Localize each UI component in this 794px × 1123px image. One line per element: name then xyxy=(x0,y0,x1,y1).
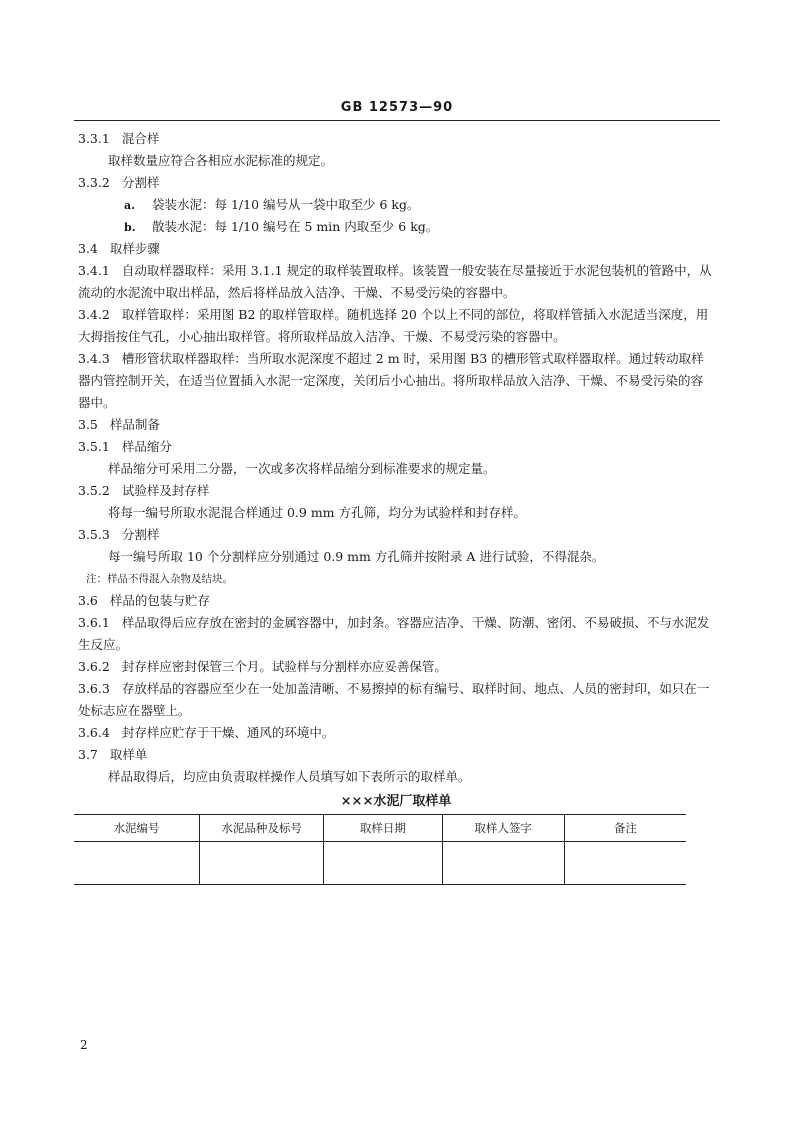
clause-text: 封存样应密封保管三个月。试验样与分割样亦应妥善保管。 xyxy=(121,659,447,674)
clause-number: 3.5.2 xyxy=(78,483,110,498)
clause-text: 槽形管状取样器取样：当所取水泥深度不超过 2 m 时，采用图 B3 的槽形管式取样器取样。通过转动取样器内管控制开关，在适当位置插入水泥一定深度，关闭后小心抽出。将所取样品放入洁净、干燥、不易受污染的容器中。 xyxy=(78,351,704,410)
clause-line xyxy=(78,128,714,150)
clause-number: 3.6.3 xyxy=(78,681,110,696)
clause-number: 3.5.3 xyxy=(78,527,110,542)
clause-line xyxy=(78,436,714,458)
clause-number: 3.3.1 xyxy=(78,131,110,146)
table-cell xyxy=(74,842,200,885)
clause-line xyxy=(78,348,714,414)
list-marker: b. xyxy=(124,221,136,234)
standard-code-header: GB 12573—90 xyxy=(340,100,454,115)
clause-line xyxy=(78,480,714,502)
clause-line xyxy=(78,414,714,436)
clause-text: 样品缩分可采用二分器，一次或多次将样品缩分到标准要求的规定量。 xyxy=(108,461,496,476)
clause-number: 3.6.2 xyxy=(78,659,110,674)
table-cell xyxy=(324,842,442,885)
clause-number: 3.3.2 xyxy=(78,175,110,190)
body-line xyxy=(78,458,714,480)
clause-text: 样品制备 xyxy=(109,417,160,432)
body-line xyxy=(78,150,714,172)
clause-line xyxy=(78,656,714,678)
clause-text: 存放样品的容器应至少在一处加盖清晰、不易擦掉的标有编号、取样时间、地点、人员的密封印，如只在一处标志应在器壁上。 xyxy=(78,681,710,718)
clause-text: 取样管取样：采用图 B2 的取样管取样。随机选择 20 个以上不同的部位，将取样管插入水泥适当深度，用大拇指按住气孔，小心抽出取样管。将所取样品放入洁净、干燥、不易受污染的容器中。 xyxy=(78,307,709,344)
clause-line xyxy=(78,304,714,348)
note-line xyxy=(78,568,714,590)
clause-number: 3.5.1 xyxy=(78,439,110,454)
header-rule xyxy=(74,120,720,121)
document-body xyxy=(78,128,714,885)
clause-text: 散装水泥：每 1/10 编号在 5 min 内取至少 6 kg。 xyxy=(152,219,439,234)
clause-number: 3.4.1 xyxy=(78,263,110,278)
table-caption: ×××水泥厂取样单 xyxy=(340,794,452,809)
clause-line xyxy=(78,678,714,722)
clause-text: 取样步骤 xyxy=(109,241,160,256)
table-cell xyxy=(442,842,564,885)
clause-text: 分割样 xyxy=(121,527,160,542)
column-header: 备注 xyxy=(564,815,686,842)
clause-line xyxy=(78,722,714,744)
table-body xyxy=(74,842,686,885)
clause-text: 袋装水泥：每 1/10 编号从一袋中取至少 6 kg。 xyxy=(152,197,420,212)
clause-number: 3.6 xyxy=(78,593,98,608)
clause-number: 3.6.4 xyxy=(78,725,110,740)
column-header: 水泥编号 xyxy=(74,815,200,842)
clause-text: 将每一编号所取水泥混合样通过 0.9 mm 方孔筛，均分为试验样和封存样。 xyxy=(108,505,527,520)
clause-text: 样品缩分 xyxy=(121,439,172,454)
clause-text: 样品的包装与贮存 xyxy=(109,593,210,608)
clause-number: 3.7 xyxy=(78,747,98,762)
clause-line xyxy=(78,744,714,766)
table-header-row xyxy=(74,815,686,842)
body-line xyxy=(78,766,714,788)
body-line xyxy=(78,546,714,568)
clause-number: 3.4.2 xyxy=(78,307,110,322)
clause-text: 取样数量应符合各相应水泥标准的规定。 xyxy=(108,153,334,168)
table-cell xyxy=(200,842,324,885)
clause-list xyxy=(78,128,714,788)
clause-number: 3.4 xyxy=(78,241,98,256)
clause-line xyxy=(78,260,714,304)
clause-text: 混合样 xyxy=(121,131,160,146)
clause-text: 样品取得后，均应由负责取样操作人员填写如下表所示的取样单。 xyxy=(108,769,471,784)
clause-line xyxy=(78,172,714,194)
clause-line xyxy=(78,524,714,546)
clause-number: 3.4.3 xyxy=(78,351,110,366)
clause-text: 注：样品不得混入杂物及结块。 xyxy=(86,573,233,585)
body-line xyxy=(78,216,714,238)
clause-text: 每一编号所取 10 个分割样应分别通过 0.9 mm 方孔筛并按附录 A 进行试验，不得混杂。 xyxy=(108,549,605,564)
clause-line xyxy=(78,612,714,656)
body-line xyxy=(78,194,714,216)
clause-text: 封存样应贮存于干燥、通风的环境中。 xyxy=(121,725,335,740)
column-header: 取样日期 xyxy=(324,815,442,842)
list-marker: a. xyxy=(124,199,135,212)
clause-number: 3.6.1 xyxy=(78,615,110,630)
clause-number: 3.5 xyxy=(78,417,98,432)
clause-text: 分割样 xyxy=(121,175,160,190)
page-number: 2 xyxy=(80,1038,88,1052)
clause-text: 自动取样器取样：采用 3.1.1 规定的取样装置取样。该装置一般安装在尽量接近于水泥包装机的管路中，从流动的水泥流中取出样品，然后将样品放入洁净、干燥、不易受污染的容器中。 xyxy=(78,263,712,300)
clause-text: 取样单 xyxy=(109,747,148,762)
clause-text: 样品取得后应存放在密封的金属容器中，加封条。容器应洁净、干燥、防潮、密闭、不易破损、不与水泥发生反应。 xyxy=(78,615,710,652)
sampling-form-table xyxy=(74,814,686,885)
column-header: 取样人签字 xyxy=(442,815,564,842)
column-header: 水泥品种及标号 xyxy=(200,815,324,842)
table-row xyxy=(74,842,686,885)
body-line xyxy=(78,502,714,524)
clause-line xyxy=(78,238,714,260)
table-cell xyxy=(564,842,686,885)
clause-text: 试验样及封存样 xyxy=(121,483,210,498)
clause-line xyxy=(78,590,714,612)
